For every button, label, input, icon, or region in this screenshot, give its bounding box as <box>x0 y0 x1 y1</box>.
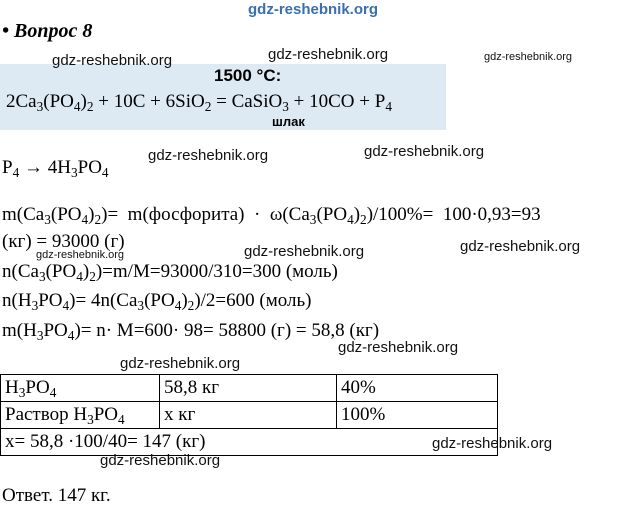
watermark: gdz-reshebnik.org <box>460 238 581 255</box>
table-cell: 40% <box>337 375 498 402</box>
watermark: gdz-reshebnik.org <box>338 339 459 356</box>
table-cell: $H_3PO_4$ <box>1 375 160 402</box>
reaction-equation: $2Ca_3(PO_4)_2 + 10C + 6SiO_2$ = CaSiO$_3$ + $10CO + P_4$ <box>6 91 392 114</box>
watermark: gdz-reshebnik.org <box>36 249 125 261</box>
watermark: gdz-reshebnik.org <box>244 243 365 260</box>
question-title: • Вопрос 8 <box>2 20 93 42</box>
watermark: gdz-reshebnik.org <box>120 355 241 372</box>
solution-line-1: $P_4 \to 4H_3PO_4$ <box>2 157 109 180</box>
watermark: gdz-reshebnik.org <box>52 52 173 69</box>
watermark: gdz-reshebnik.org <box>148 147 269 164</box>
table-row <box>1 429 498 456</box>
table-footer-cell: х= 58,8 ·100/40= 147 (кг) <box>1 429 498 456</box>
reaction-temperature: 1500 °C: <box>214 66 282 85</box>
table-cell: х кг <box>160 402 337 429</box>
slag-label: шлак <box>272 114 305 129</box>
table-row <box>1 375 498 402</box>
watermark-top[interactable]: gdz-reshebnik.org <box>248 1 379 18</box>
table-cell: Раствор $H_3PO_4$ <box>1 402 160 429</box>
table-cell: 58,8 кг <box>160 375 337 402</box>
watermark: gdz-reshebnik.org <box>484 51 573 63</box>
watermark: gdz-reshebnik.org <box>268 46 389 63</box>
watermark: gdz-reshebnik.org <box>364 143 485 160</box>
solution-line-3: (кг) = 93000 (г) <box>2 231 125 252</box>
table-row <box>1 402 498 429</box>
answer-text: Ответ. 147 кг. <box>2 485 111 506</box>
solution-line-4: $n(Ca_3(PO_4)_2)=m/M=93000/310=300$ (моль) <box>2 261 338 284</box>
watermark: gdz-reshebnik.org <box>100 452 221 469</box>
table-cell: 100% <box>337 402 498 429</box>
solution-line-6: $m(H_3PO_4)= n\cdot M=600\cdot 98= 58800$ (г) = 58,8 (кг) <box>2 320 380 343</box>
watermark: gdz-reshebnik.org <box>432 435 553 452</box>
solution-line-2: $m(Ca_3(PO_4)_2)=$ m(фосфорита) · $\omega(Ca_3(PO_4)_2)/100\%= 100\cdot 0,93=93$ <box>2 204 541 227</box>
proportion-table <box>0 374 498 456</box>
solution-line-5: $n(H_3PO_4)= 4n(Ca_3(PO_4)_2)/2=600$ (моль) <box>2 290 312 313</box>
